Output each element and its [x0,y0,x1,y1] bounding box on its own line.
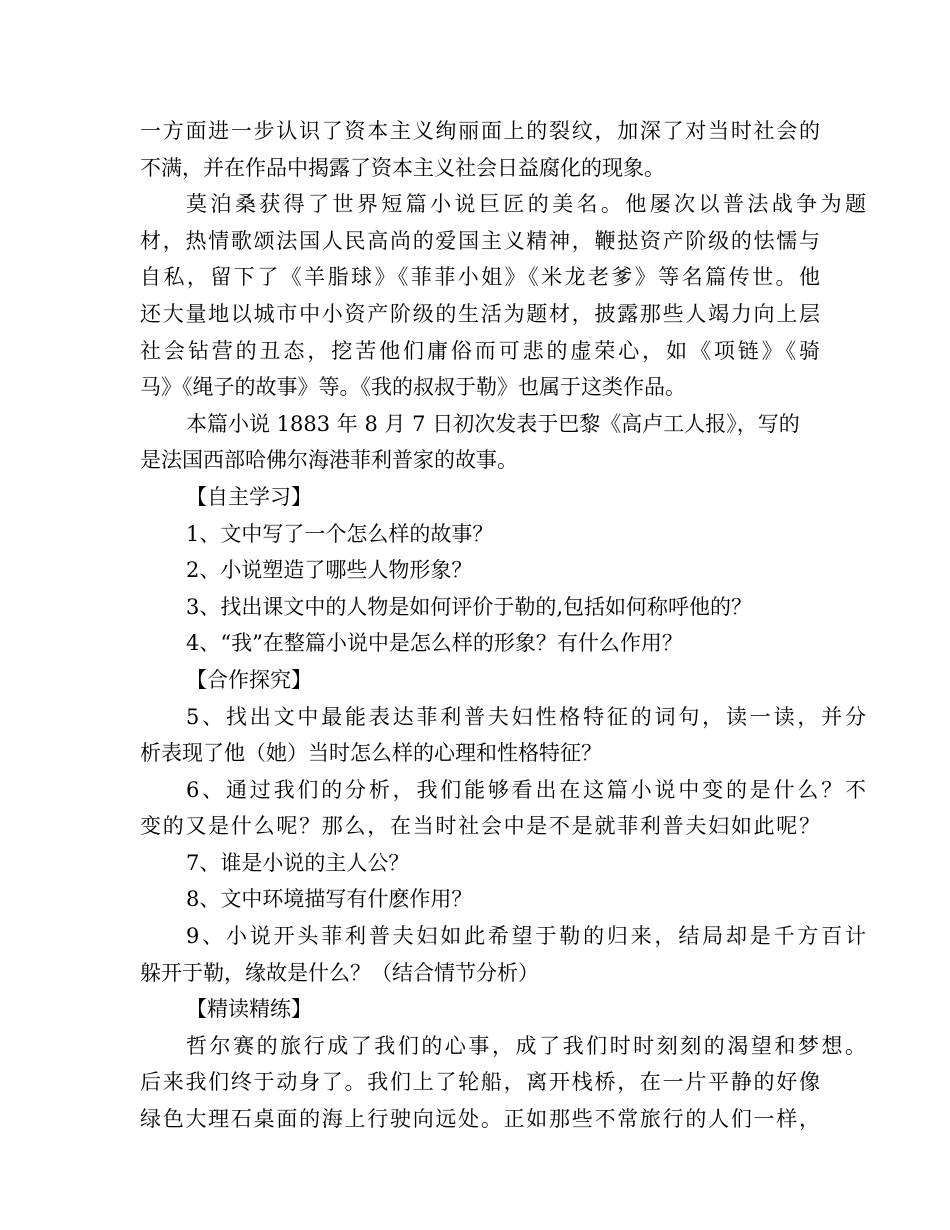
text-line: 绿色大理石桌面的海上行驶向远处。正如那些不常旅行的人们一样， [140,1107,820,1132]
text-line: 后来我们终于动身了。我们上了轮船，离开栈桥，在一片平静的好像 [140,1070,820,1095]
text-line: 一方面进一步认识了资本主义绚丽面上的裂纹，加深了对当时社会的 [140,119,820,143]
section-heading: 【精读精练】 [186,997,312,1022]
text-line: 还大量地以城市中小资产阶级的生活为题材，披露那些人竭力向上层 [140,301,820,326]
text-line: 社会钻营的丑态，挖苦他们庸俗而可悲的虚荣心，如《项链》《骑 [140,338,820,363]
question-item: 6、通过我们的分析，我们能够看出在这篇小说中变的是什么？不 [186,777,866,802]
text-line: 莫泊桑获得了世界短篇小说巨匠的美名。他屡次以普法战争为题 [186,192,866,217]
question-item: 3、找出课文中的人物是如何评价于勒的,包括如何称呼他的？ [186,594,753,619]
section-heading: 【合作探究】 [186,667,312,692]
question-item-continued: 躲开于勒，缘故是什么？（结合情节分析） [140,960,539,985]
question-item: 4、“我”在整篇小说中是怎么样的形象？有什么作用？ [186,631,683,656]
question-item: 1、文中写了一个怎么样的故事？ [186,521,494,546]
question-item: 7、谁是小说的主人公？ [186,850,410,875]
question-item: 5、找出文中最能表达菲利普夫妇性格特征的词句，读一读，并分 [186,704,866,729]
text-line: 是法国西部哈佛尔海港菲利普家的故事。 [140,448,518,473]
question-item-continued: 变的又是什么呢？那么，在当时社会中是不是就菲利普夫妇如此呢？ [140,814,820,839]
text-line: 材，热情歌颂法国人民高尚的爱国主义精神，鞭挞资产阶级的怯懦与 [140,228,820,253]
document-body [140,113,866,1138]
section-heading: 【自主学习】 [186,484,312,509]
text-line: 哲尔赛的旅行成了我们的心事，成了我们时时刻刻的渴望和梦想。 [186,1033,866,1058]
text-line: 马》《绳子的故事》等。《我的叔叔于勒》也属于这类作品。 [140,375,686,400]
question-item: 9、小说开头菲利普夫妇如此希望于勒的归来，结局却是千方百计 [186,924,866,949]
question-item: 8、文中环境描写有什麽作用？ [186,887,473,912]
question-item-continued: 析表现了他（她）当时怎么样的心理和性格特征？ [140,741,602,766]
text-line: 不满，并在作品中揭露了资本主义社会日益腐化的现象。 [140,155,665,180]
question-item: 2、小说塑造了哪些人物形象？ [186,558,473,583]
text-line: 本篇小说 1883 年 8 月 7 日初次发表于巴黎《高卢工人报》，写的 [186,411,800,436]
text-line: 自私，留下了《羊脂球》《菲菲小姐》《米龙老爹》等名篇传世。他 [140,265,820,290]
